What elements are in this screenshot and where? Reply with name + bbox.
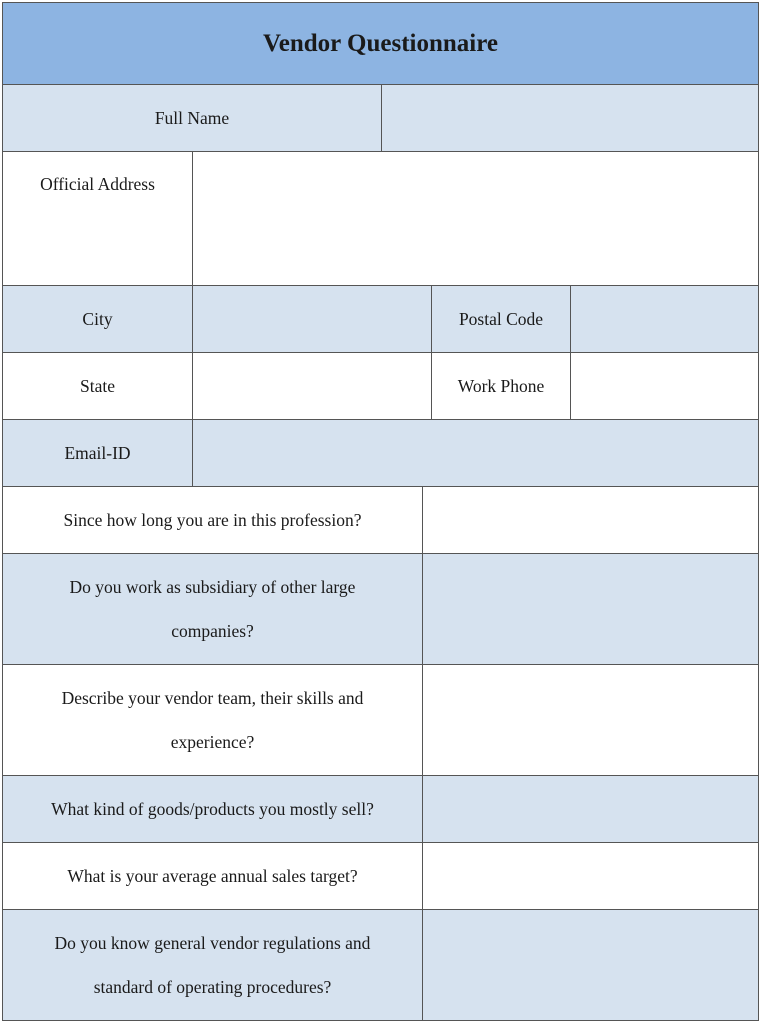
- city-field[interactable]: [193, 286, 431, 352]
- email-label: Email-ID: [3, 420, 192, 486]
- question-vendor-team-text: Describe your vendor team, their skills and experience?: [61, 688, 364, 752]
- question-vendor-team: [3, 665, 422, 775]
- column-divider: [192, 152, 193, 486]
- postal-code-field[interactable]: [571, 286, 758, 352]
- column-divider: [570, 286, 571, 419]
- question-sales-target: What is your average annual sales target?: [3, 843, 422, 909]
- row-divider: [3, 352, 758, 353]
- row-divider: [3, 486, 758, 487]
- question-goods-sold: What kind of goods/products you mostly sell?: [3, 776, 422, 842]
- work-phone-label: Work Phone: [432, 353, 570, 419]
- full-name-field[interactable]: [382, 85, 758, 151]
- row-divider: [3, 419, 758, 420]
- row-divider: [3, 775, 758, 776]
- form-title: Vendor Questionnaire: [3, 3, 758, 84]
- column-divider: [422, 487, 423, 1020]
- vendor-questionnaire-form: [2, 2, 759, 1021]
- state-field[interactable]: [193, 353, 431, 419]
- city-label: City: [3, 286, 192, 352]
- row-divider: [3, 842, 758, 843]
- question-vendor-regulations-text: Do you know general vendor regulations and standard of operating procedures?: [54, 933, 371, 997]
- row-divider: [3, 909, 758, 910]
- row-divider: [3, 151, 758, 152]
- question-vendor-regulations: [3, 910, 422, 1020]
- row-divider: [3, 664, 758, 665]
- answer-goods-sold[interactable]: [423, 776, 758, 842]
- answer-vendor-regulations[interactable]: [423, 910, 758, 1020]
- full-name-label: Full Name: [3, 85, 381, 151]
- answer-profession-duration[interactable]: [423, 487, 758, 553]
- row-divider: [3, 553, 758, 554]
- official-address-label: Official Address: [3, 152, 192, 285]
- answer-vendor-team[interactable]: [423, 665, 758, 775]
- state-label: State: [3, 353, 192, 419]
- column-divider: [381, 85, 382, 151]
- answer-subsidiary[interactable]: [423, 554, 758, 664]
- question-subsidiary-text: Do you work as subsidiary of other large companies?: [69, 577, 356, 641]
- question-profession-duration: Since how long you are in this profession?: [3, 487, 422, 553]
- row-divider: [3, 285, 758, 286]
- question-subsidiary: [3, 554, 422, 664]
- email-field[interactable]: [193, 420, 758, 486]
- postal-code-label: Postal Code: [432, 286, 570, 352]
- column-divider: [431, 286, 432, 419]
- official-address-field[interactable]: [193, 152, 758, 285]
- answer-sales-target[interactable]: [423, 843, 758, 909]
- work-phone-field[interactable]: [571, 353, 758, 419]
